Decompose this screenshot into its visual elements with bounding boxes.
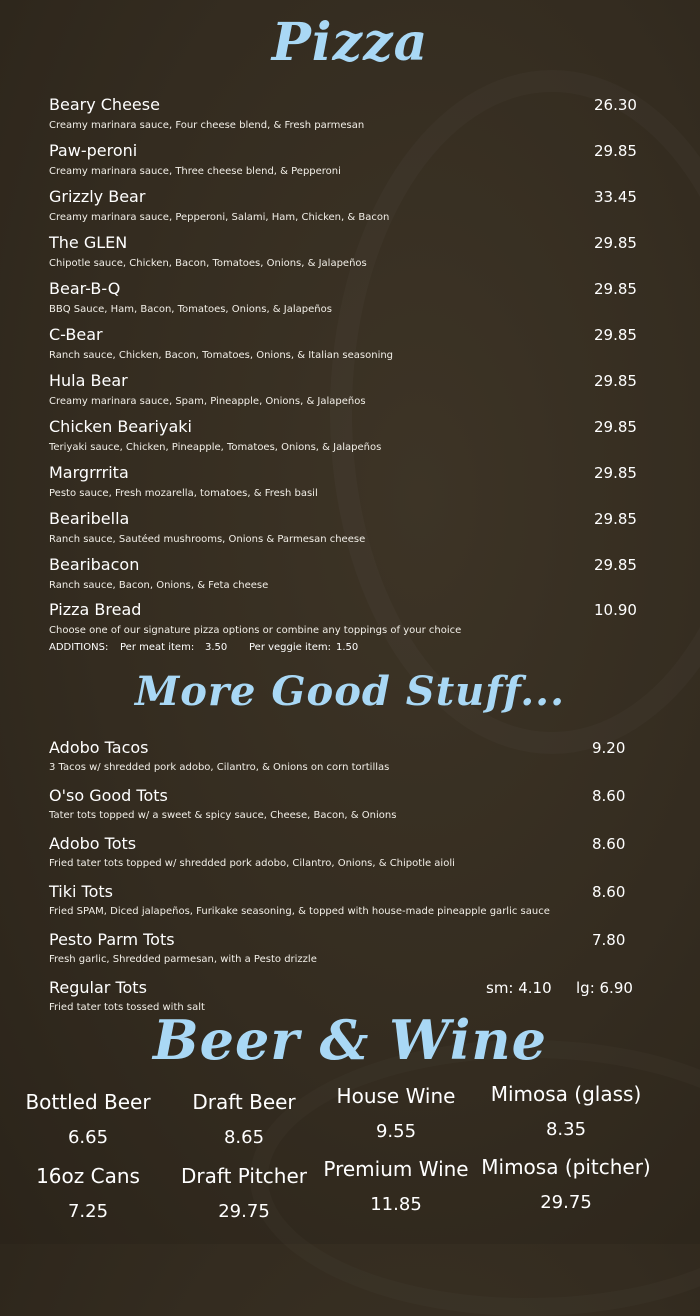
item-name: C-Bear bbox=[49, 325, 103, 344]
drink-name: Premium Wine bbox=[323, 1157, 469, 1181]
item-price: 29.85 bbox=[594, 464, 637, 482]
item-price: 29.85 bbox=[594, 142, 637, 160]
item-desc: Pesto sauce, Fresh mozarella, tomatoes, & Fresh basil bbox=[49, 488, 318, 499]
item-price-large: lg: 6.90 bbox=[576, 979, 633, 997]
drink-name: Draft Beer bbox=[192, 1090, 296, 1114]
additions-label: ADDITIONS: bbox=[49, 642, 109, 653]
drink-price: 8.65 bbox=[223, 1127, 265, 1148]
item-name: Beary Cheese bbox=[49, 95, 160, 114]
item-desc: Fresh garlic, Shredded parmesan, with a Pesto drizzle bbox=[49, 954, 317, 965]
item-price: 8.60 bbox=[592, 835, 626, 853]
item-desc: Tater tots topped w/ a sweet & spicy sauce, Cheese, Bacon, & Onions bbox=[49, 810, 397, 821]
item-price: 29.85 bbox=[594, 556, 637, 574]
item-price: 26.30 bbox=[594, 96, 637, 114]
beer-wine-heading: Beer & Wine bbox=[153, 1008, 547, 1072]
item-name: Bearibella bbox=[49, 509, 130, 528]
item-desc: Teriyaki sauce, Chicken, Pineapple, Tomatoes, Onions, & Jalapeños bbox=[49, 442, 382, 453]
item-price: 29.85 bbox=[594, 510, 637, 528]
item-desc: Choose one of our signature pizza options or combine any toppings of your choice bbox=[49, 625, 462, 636]
drink-name: Mimosa (pitcher) bbox=[481, 1155, 651, 1179]
item-name: Margrrrita bbox=[49, 463, 129, 482]
item-name: Bear-B-Q bbox=[49, 279, 121, 298]
item-name: Paw-peroni bbox=[49, 141, 138, 160]
item-price: 29.85 bbox=[594, 326, 637, 344]
item-price: 8.60 bbox=[592, 787, 626, 805]
item-price: 10.90 bbox=[594, 601, 637, 619]
additions-veggie-label: Per veggie item: bbox=[249, 642, 331, 653]
item-price: 29.85 bbox=[594, 372, 637, 390]
item-name: The GLEN bbox=[49, 233, 128, 252]
item-name: Tiki Tots bbox=[49, 882, 113, 901]
drink-price: 7.25 bbox=[67, 1201, 109, 1222]
item-price: 29.85 bbox=[594, 418, 637, 436]
drink-price: 29.75 bbox=[218, 1201, 270, 1222]
additions-meat-price: 3.50 bbox=[205, 642, 228, 653]
additions-veggie-price: 1.50 bbox=[336, 642, 359, 653]
item-desc: Creamy marinara sauce, Pepperoni, Salami, Ham, Chicken, & Bacon bbox=[49, 212, 390, 223]
item-name: Pesto Parm Tots bbox=[49, 930, 175, 949]
item-desc: Fried SPAM, Diced jalapeños, Furikake seasoning, & topped with house-made pineapple garlic sauce bbox=[49, 906, 550, 917]
additions-meat-label: Per meat item: bbox=[120, 642, 195, 653]
item-name: O'so Good Tots bbox=[49, 786, 168, 805]
item-price: 29.85 bbox=[594, 280, 637, 298]
background-bear-emblem bbox=[330, 70, 700, 754]
item-name: Grizzly Bear bbox=[49, 187, 146, 206]
item-desc: Fried tater tots topped w/ shredded pork adobo, Cilantro, Onions, & Chipotle aioli bbox=[49, 858, 455, 869]
item-price-small: sm: 4.10 bbox=[486, 979, 552, 997]
drink-price: 29.75 bbox=[540, 1192, 592, 1213]
drink-price: 9.55 bbox=[375, 1121, 417, 1142]
item-price: 33.45 bbox=[594, 188, 637, 206]
drink-price: 8.35 bbox=[545, 1119, 587, 1140]
item-price: 7.80 bbox=[592, 931, 626, 949]
drink-price: 11.85 bbox=[370, 1194, 422, 1215]
drink-name: Mimosa (glass) bbox=[490, 1082, 642, 1106]
drink-price: 6.65 bbox=[67, 1127, 109, 1148]
item-desc: Ranch sauce, Sautéed mushrooms, Onions & Parmesan cheese bbox=[49, 534, 366, 545]
item-desc: 3 Tacos w/ shredded pork adobo, Cilantro, & Onions on corn tortillas bbox=[49, 762, 390, 773]
item-desc: Ranch sauce, Bacon, Onions, & Feta cheese bbox=[49, 580, 269, 591]
item-desc: Creamy marinara sauce, Four cheese blend, & Fresh parmesan bbox=[49, 120, 365, 131]
item-price: 29.85 bbox=[594, 234, 637, 252]
item-price: 9.20 bbox=[592, 739, 626, 757]
item-name: Bearibacon bbox=[49, 555, 140, 574]
item-name: Adobo Tacos bbox=[49, 738, 149, 757]
drink-name: Bottled Beer bbox=[25, 1090, 151, 1114]
pizza-heading: Pizza bbox=[271, 12, 429, 73]
drink-name: House Wine bbox=[336, 1084, 456, 1108]
drink-name: Draft Pitcher bbox=[181, 1164, 307, 1188]
item-name: Hula Bear bbox=[49, 371, 128, 390]
more-good-stuff-heading: More Good Stuff... bbox=[134, 668, 566, 715]
drink-name: 16oz Cans bbox=[36, 1164, 140, 1188]
item-price: 8.60 bbox=[592, 883, 626, 901]
item-name: Adobo Tots bbox=[49, 834, 137, 853]
item-desc: Ranch sauce, Chicken, Bacon, Tomatoes, Onions, & Italian seasoning bbox=[49, 350, 394, 361]
item-desc: Fried tater tots tossed with salt bbox=[49, 1002, 205, 1013]
item-name: Regular Tots bbox=[49, 978, 147, 997]
item-name: Pizza Bread bbox=[49, 600, 142, 619]
item-desc: Creamy marinara sauce, Spam, Pineapple, Onions, & Jalapeños bbox=[49, 396, 366, 407]
item-desc: BBQ Sauce, Ham, Bacon, Tomatoes, Onions, & Jalapeños bbox=[49, 304, 332, 315]
item-desc: Creamy marinara sauce, Three cheese blend, & Pepperoni bbox=[49, 166, 341, 177]
item-desc: Chipotle sauce, Chicken, Bacon, Tomatoes, Onions, & Jalapeños bbox=[49, 258, 367, 269]
item-name: Chicken Beariyaki bbox=[49, 417, 192, 436]
